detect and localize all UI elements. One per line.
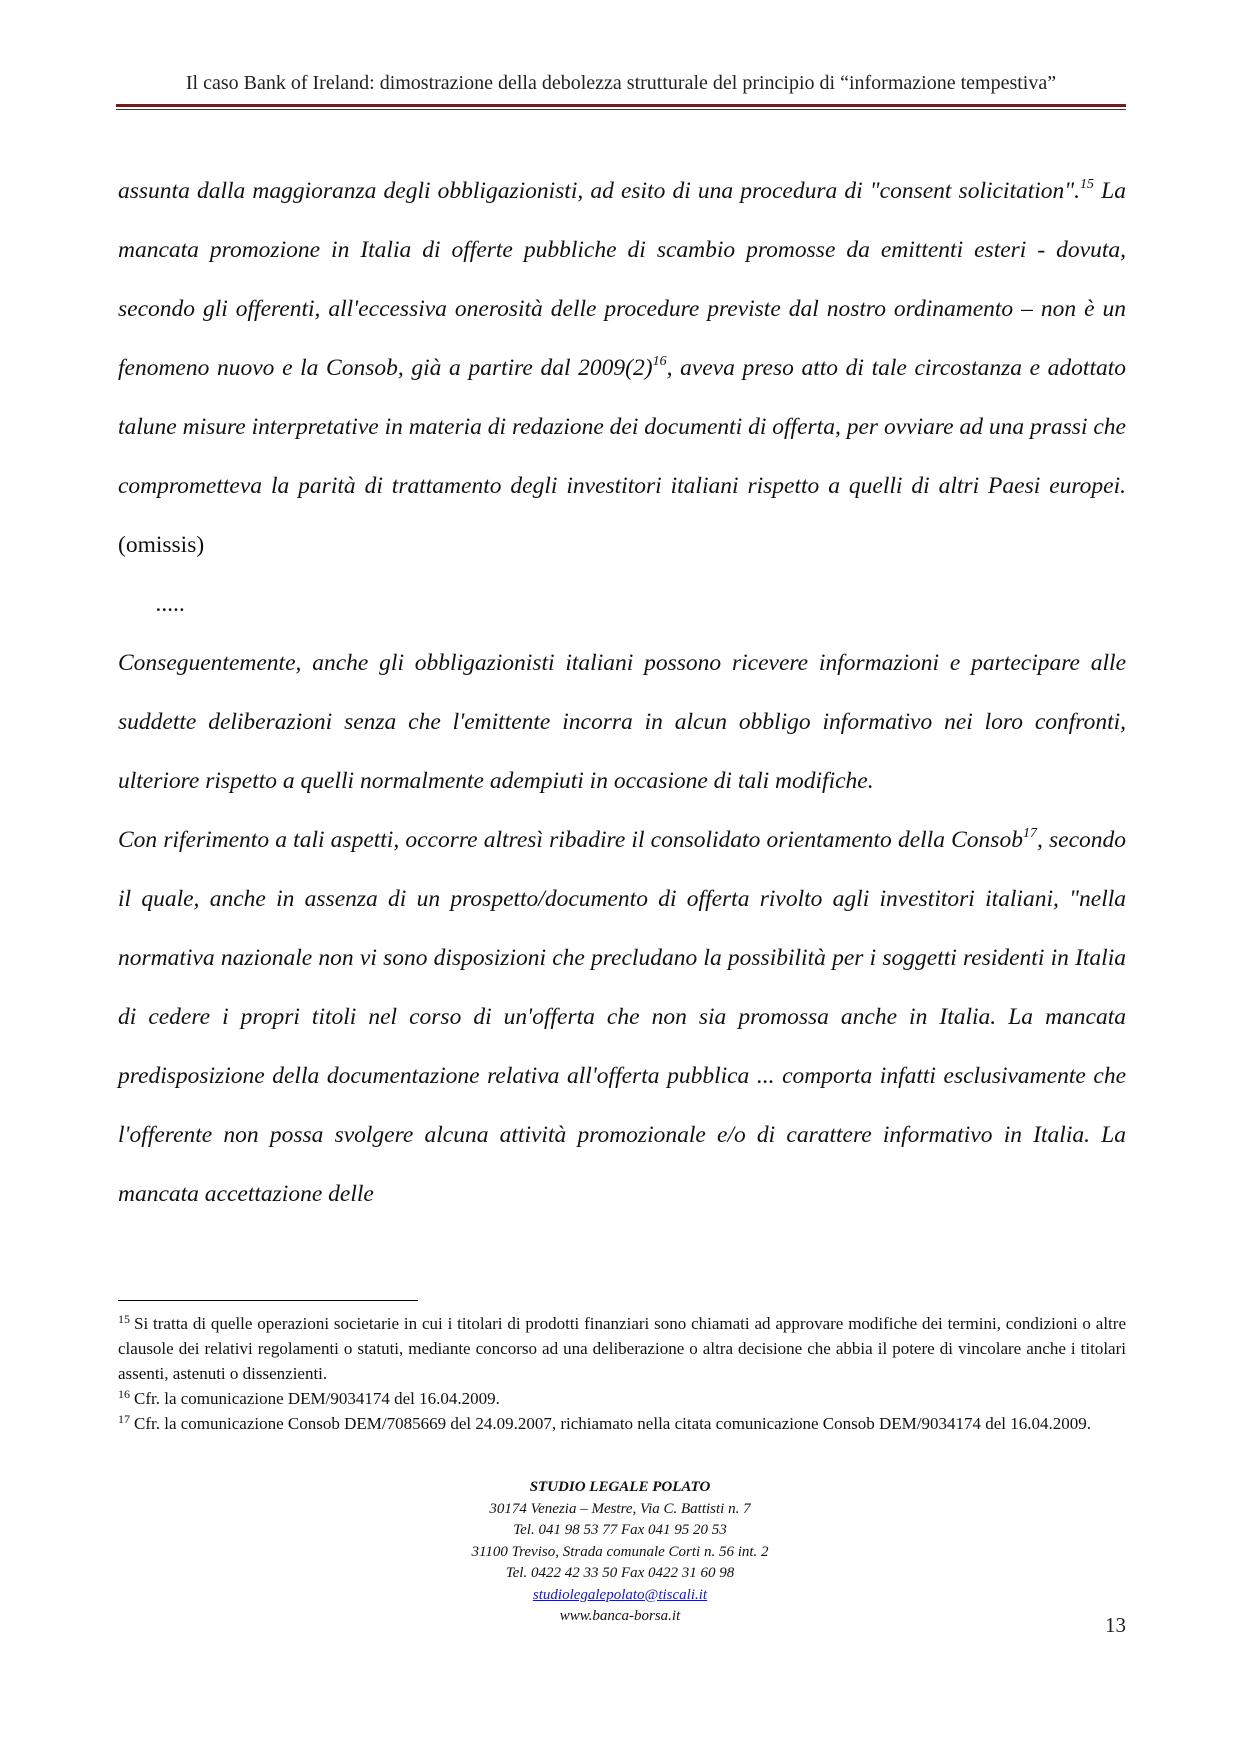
footnote-15: $^{15}$ Si tratta di quelle operazioni societarie in cui i titolari di prodotti finanziari sono chiamati ad approvare modifiche dei termini, condizioni o altre clausole dei relativi regolamenti o statuti, mediante concorso ad una deliberazione o altra decisione che abbia il potere di vincolare anche i titolari assenti, astenuti o dissenzienti. <box>118 1312 1126 1383</box>
letterhead-footer <box>320 1477 920 1628</box>
paragraph-1: assunta dalla maggioranza degli obbligazionisti, ad esito di una procedura di "consent solicitation".$^{15}$ La mancata promozione in Italia di offerte pubbliche di scambio promosse da emittenti esteri - dovuta, secondo gli offerenti, all'eccessiva onerosità delle procedure previste dal nostro ordinamento – non è un fenomeno nuovo e la Consob, già a partire dal $2009(2)^{16}$, aveva preso atto di tale circostanza e adottato talune misure interpretative in materia di redazione dei documenti di offerta, per ovviare ad una prassi che comprometteva la parità di trattamento degli investitori italiani rispetto a quelli di altri Paesi europei. (omissis) <box>118 177 1127 558</box>
address-venezia: 30174 Venezia – Mestre, Via C. Battisti n. 7 <box>489 1500 751 1517</box>
header-rule <box>116 104 1126 110</box>
footnote-separator <box>118 1300 418 1301</box>
website: www.banca-borsa.it <box>559 1608 681 1624</box>
footnotes <box>118 1311 1126 1436</box>
footnote-ref-16[interactable]: 16 <box>652 354 667 369</box>
footnote-16: $^{16}$ Cfr. la comunicazione DEM/9034174 del 16.04.2009. <box>118 1387 500 1408</box>
footnote-ref-17[interactable]: 17 <box>1022 826 1037 841</box>
footnote-17: $^{17}$ Cfr. la comunicazione Consob DEM/7085669 del 24.09.2007, richiamato nella citata comunicazione Consob DEM/9034174 del 16.04.2009. <box>118 1412 1092 1433</box>
omissis-note: (omissis) <box>118 532 205 558</box>
email-link[interactable]: studiolegalepolato@tiscali.it <box>532 1586 708 1603</box>
ellipsis-line: ..... <box>156 591 186 617</box>
main-text <box>118 162 1126 1224</box>
phone-venezia: Tel. 041 98 53 77 Fax 041 95 20 53 <box>513 1522 727 1538</box>
page-number: 13 <box>1105 1613 1126 1637</box>
footnote-ref-15[interactable]: 15 <box>1080 177 1095 192</box>
firm-name: STUDIO LEGALE POLATO <box>529 1479 711 1495</box>
paragraph-3: Con riferimento a tali aspetti, occorre altresì ribadire il consolidato orientamento della Consob$^{17}$, secondo il quale, anche in assenza di un prospetto/documento di offerta rivolto agli investitori italiani, "nella normativa nazionale non vi sono disposizioni che precludano la possibilità per i soggetti residenti in Italia di cedere i propri titoli nel corso di un'offerta che non sia promossa anche in Italia. La mancata predisposizione della documentazione relativa all'offerta pubblica ... comporta infatti esclusivamente che l'offerente non possa svolgere alcuna attività promozionale e/o di carattere informativo in Italia. La mancata accettazione delle <box>118 826 1127 1207</box>
phone-treviso: Tel. 0422 42 33 50 Fax 0422 31 60 98 <box>505 1565 735 1581</box>
paragraph-2: Conseguentemente, anche gli obbligazionisti italiani possono ricevere informazioni e partecipare alle suddette deliberazioni senza che l'emittente incorra in alcun obbligo informativo nei loro confronti, ulteriore rispetto a quelli normalmente adempiuti in occasione di tali modifiche. <box>118 650 1126 794</box>
address-treviso: 31100 Treviso, Strada comunale Corti n. 56 int. 2 <box>471 1543 769 1560</box>
running-header: Il caso Bank of Ireland: dimostrazione della debolezza strutturale del principio di “informazione tempestiva” <box>185 72 1057 94</box>
